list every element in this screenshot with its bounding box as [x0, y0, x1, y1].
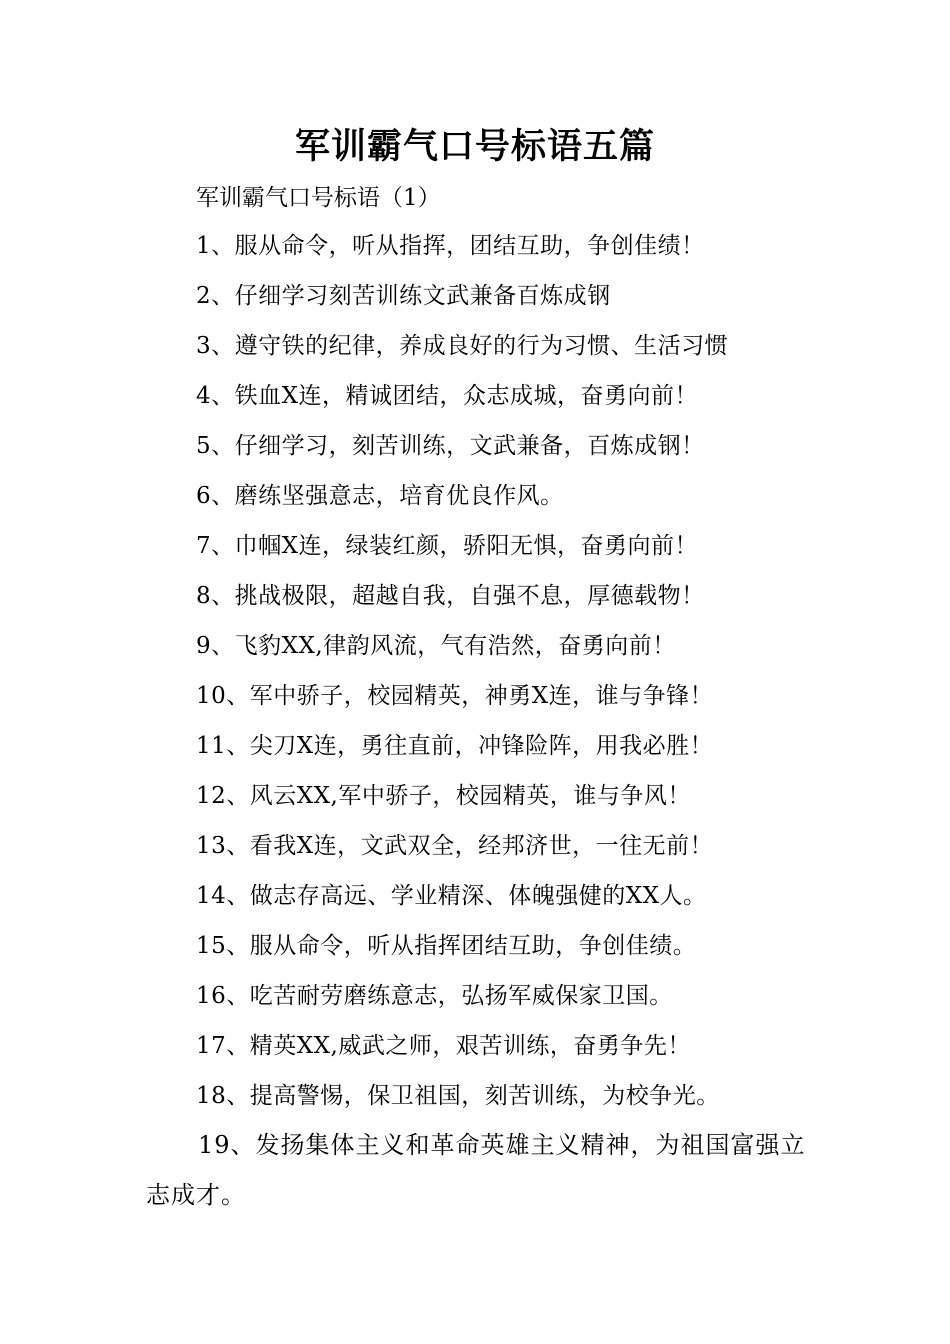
slogan-item: 3、遵守铁的纪律，养成良好的行为习惯、生活习惯 — [196, 333, 729, 359]
slogan-item: 2、仔细学习刻苦训练文武兼备百炼成钢 — [196, 283, 611, 309]
slogan-item: 1、服从命令，听从指挥，团结互助，争创佳绩！ — [196, 233, 705, 259]
slogan-item: 9、飞豹XX,律韵风流，气有浩然，奋勇向前！ — [196, 633, 676, 659]
slogan-item: 16、吃苦耐劳磨练意志，弘扬军威保家卫国。 — [196, 983, 673, 1009]
slogan-item: 10、军中骄子，校园精英，神勇X连，谁与争锋！ — [196, 683, 714, 709]
slogan-item: 6、磨练坚强意志，培育优良作风。 — [196, 483, 564, 509]
slogan-item: 15、服从命令，听从指挥团结互助，争创佳绩。 — [196, 933, 697, 959]
document-title: 军训霸气口号标语五篇 — [294, 127, 655, 167]
slogan-item: 18、提高警惕，保卫祖国，刻苦训练，为校争光。 — [196, 1083, 720, 1109]
slogan-item: 7、巾帼X连，绿装红颜，骄阳无惧，奋勇向前！ — [196, 533, 699, 559]
slogan-item: 11、尖刀X连，勇往直前，冲锋险阵，用我必胜！ — [196, 733, 714, 759]
slogan-item: 4、铁血X连，精诚团结，众志成城，奋勇向前！ — [196, 383, 699, 409]
slogan-item: 12、风云XX,军中骄子，校园精英，谁与争风！ — [196, 783, 691, 809]
slogan-item: 17、精英XX,威武之师，艰苦训练，奋勇争先！ — [196, 1033, 691, 1059]
section-heading: 军训霸气口号标语（1） — [196, 185, 441, 211]
slogan-item: 13、看我X连，文武双全，经邦济世，一往无前！ — [196, 833, 714, 859]
slogan-item: 14、做志存高远、学业精深、体魄强健的XX人。 — [196, 883, 707, 909]
slogan-item-wrapped: 19、发扬集体主义和革命英雄主义精神，为祖国富强立志成才。 — [146, 1131, 806, 1209]
slogan-item: 8、挑战极限，超越自我，自强不息，厚德载物！ — [196, 583, 705, 609]
slogan-item: 5、仔细学习，刻苦训练，文武兼备，百炼成钢！ — [196, 433, 705, 459]
